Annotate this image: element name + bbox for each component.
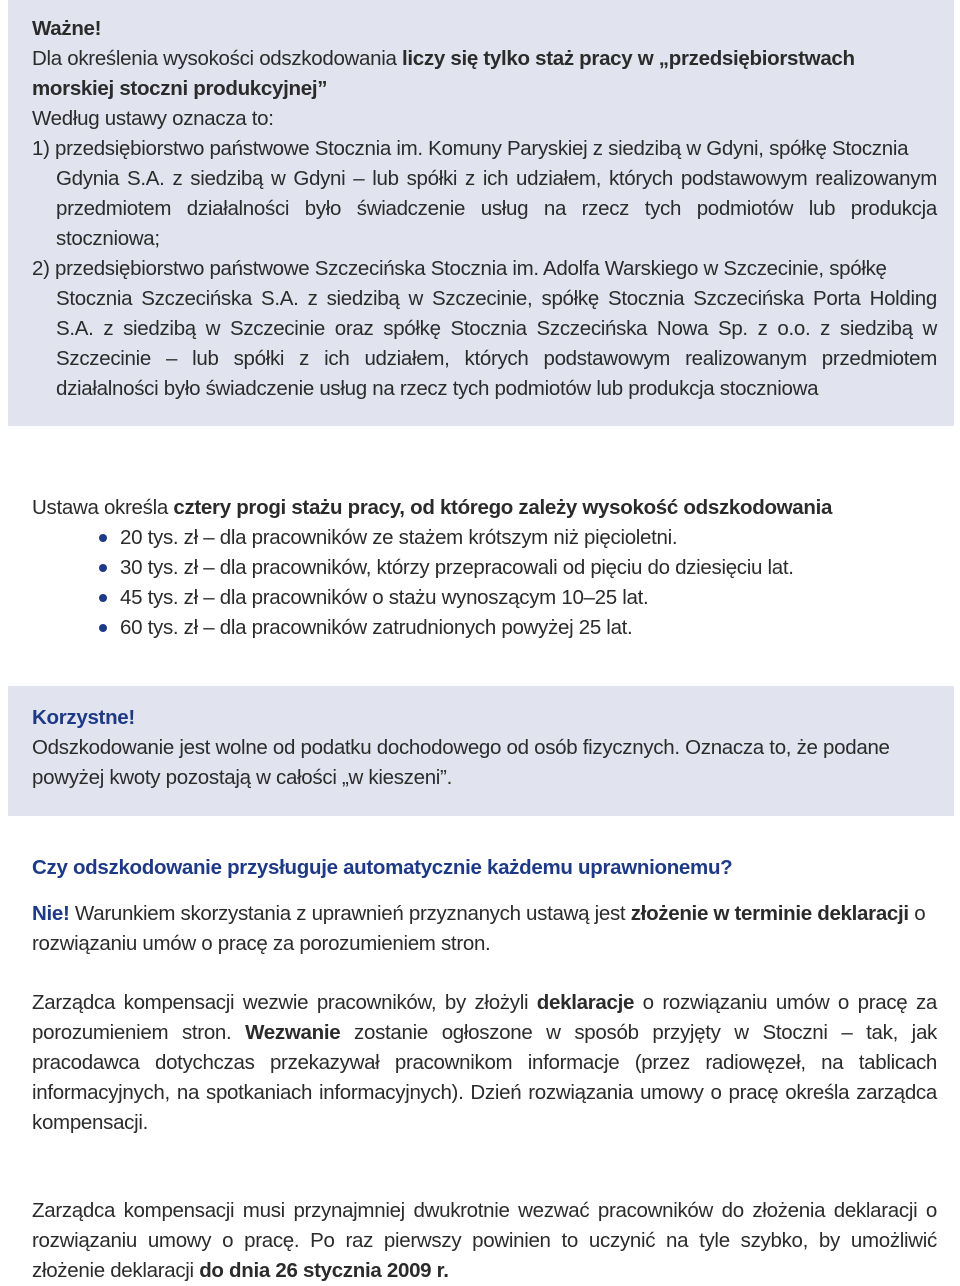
important-heading: Ważne! [32, 17, 102, 40]
beneficial-section [32, 703, 937, 793]
list-item: 20 tys. zł – dla pracowników ze stażem krótszym niż pięcioletni. [120, 523, 937, 553]
bullet-icon [99, 594, 107, 602]
bullet-icon [99, 624, 107, 632]
thresholds-list [32, 523, 937, 643]
bullet-icon [99, 534, 107, 542]
automatic-heading: Czy odszkodowanie przysługuje automatycznie każdemu uprawnionemu? [32, 856, 733, 879]
list-item: 30 tys. zł – dla pracowników, którzy przepracowali od pięciu do dziesięciu lat. [120, 553, 937, 583]
important-definition-intro: Według ustawy oznacza to: [32, 107, 274, 130]
important-item-2-rest: Stocznia Szczecińska S.A. z siedzibą w Szczecinie, spółkę Stocznia Szczecińska Porta Holding S.A. z siedzibą w Szczecinie oraz spółkę Stocznia Szczecińska Nowa Sp. z o.o. z siedzibą w Szczecinie – lub spółki z ich udziałem, których podstawowym realizowanym przedmiotem działalności było świadczenie usług na rzecz tych podmiotów lub produkcja stoczniowa [56, 287, 937, 400]
important-intro: Dla określenia wysokości odszkodowania liczy się tylko staż pracy w „przedsiębiorstwach morskiej stoczni produkcyjnej” [32, 47, 855, 100]
thresholds-intro: Ustawa określa cztery progi stażu pracy, od którego zależy wysokość odszkodowania [32, 496, 833, 519]
beneficial-heading: Korzystne! [32, 706, 135, 729]
thresholds-section [32, 493, 937, 643]
beneficial-text: Odszkodowanie jest wolne od podatku dochodowego od osób fizycznych. Oznacza to, że podane powyżej kwoty pozostają w całości „w kieszeni”. [32, 736, 890, 789]
important-item-2-line1: 2) przedsiębiorstwo państwowe Szczecińska Stocznia im. Adolfa Warskiego w Szczecinie, spółkę [32, 257, 887, 280]
important-item-1-rest: Gdynia S.A. z siedzibą w Gdyni – lub spółki z ich udziałem, których podstawowym realizowanym przedmiotem działalności było świadczenie usług na rzecz tych podmiotów lub produkcja stoczniowa; [56, 167, 937, 250]
bullet-icon [99, 564, 107, 572]
call-paragraph: Zarządca kompensacji wezwie pracowników, by złożyli deklaracje o rozwiązaniu umów o pracę za porozumieniem stron. Wezwanie zostanie ogłoszone w sposób przyjęty w Stoczni – tak, jak pracodawca dotychczas przekazywał pracownikom informacje (przez radiowęzeł, na tablicach informacyjnych, na spotkaniach informacyjnych). Dzień rozwiązania umowy o pracę określa zarządca kompensacji. [32, 991, 937, 1134]
automatic-section [32, 853, 937, 959]
automatic-answer: Nie! Warunkiem skorzystania z uprawnień przyznanych ustawą jest złożenie w terminie deklaracji o rozwiązaniu umów o pracę za porozumieniem stron. [32, 902, 926, 955]
list-item: 60 tys. zł – dla pracowników zatrudnionych powyżej 25 lat. [120, 613, 937, 643]
important-section [32, 14, 937, 404]
important-item-1-line1: 1) przedsiębiorstwo państwowe Stocznia im. Komuny Paryskiej z siedzibą w Gdyni, spółkę Stocznia [32, 137, 909, 160]
deadline-paragraph: Zarządca kompensacji musi przynajmniej dwukrotnie wezwać pracowników do złożenia deklaracji o rozwiązaniu umowy o pracę. Po raz pierwszy powinien to uczynić na tyle szybko, by umożliwić złożenie deklaracji do dnia 26 stycznia 2009 r. [32, 1199, 937, 1282]
list-item: 45 tys. zł – dla pracowników o stażu wynoszącym 10–25 lat. [120, 583, 937, 613]
